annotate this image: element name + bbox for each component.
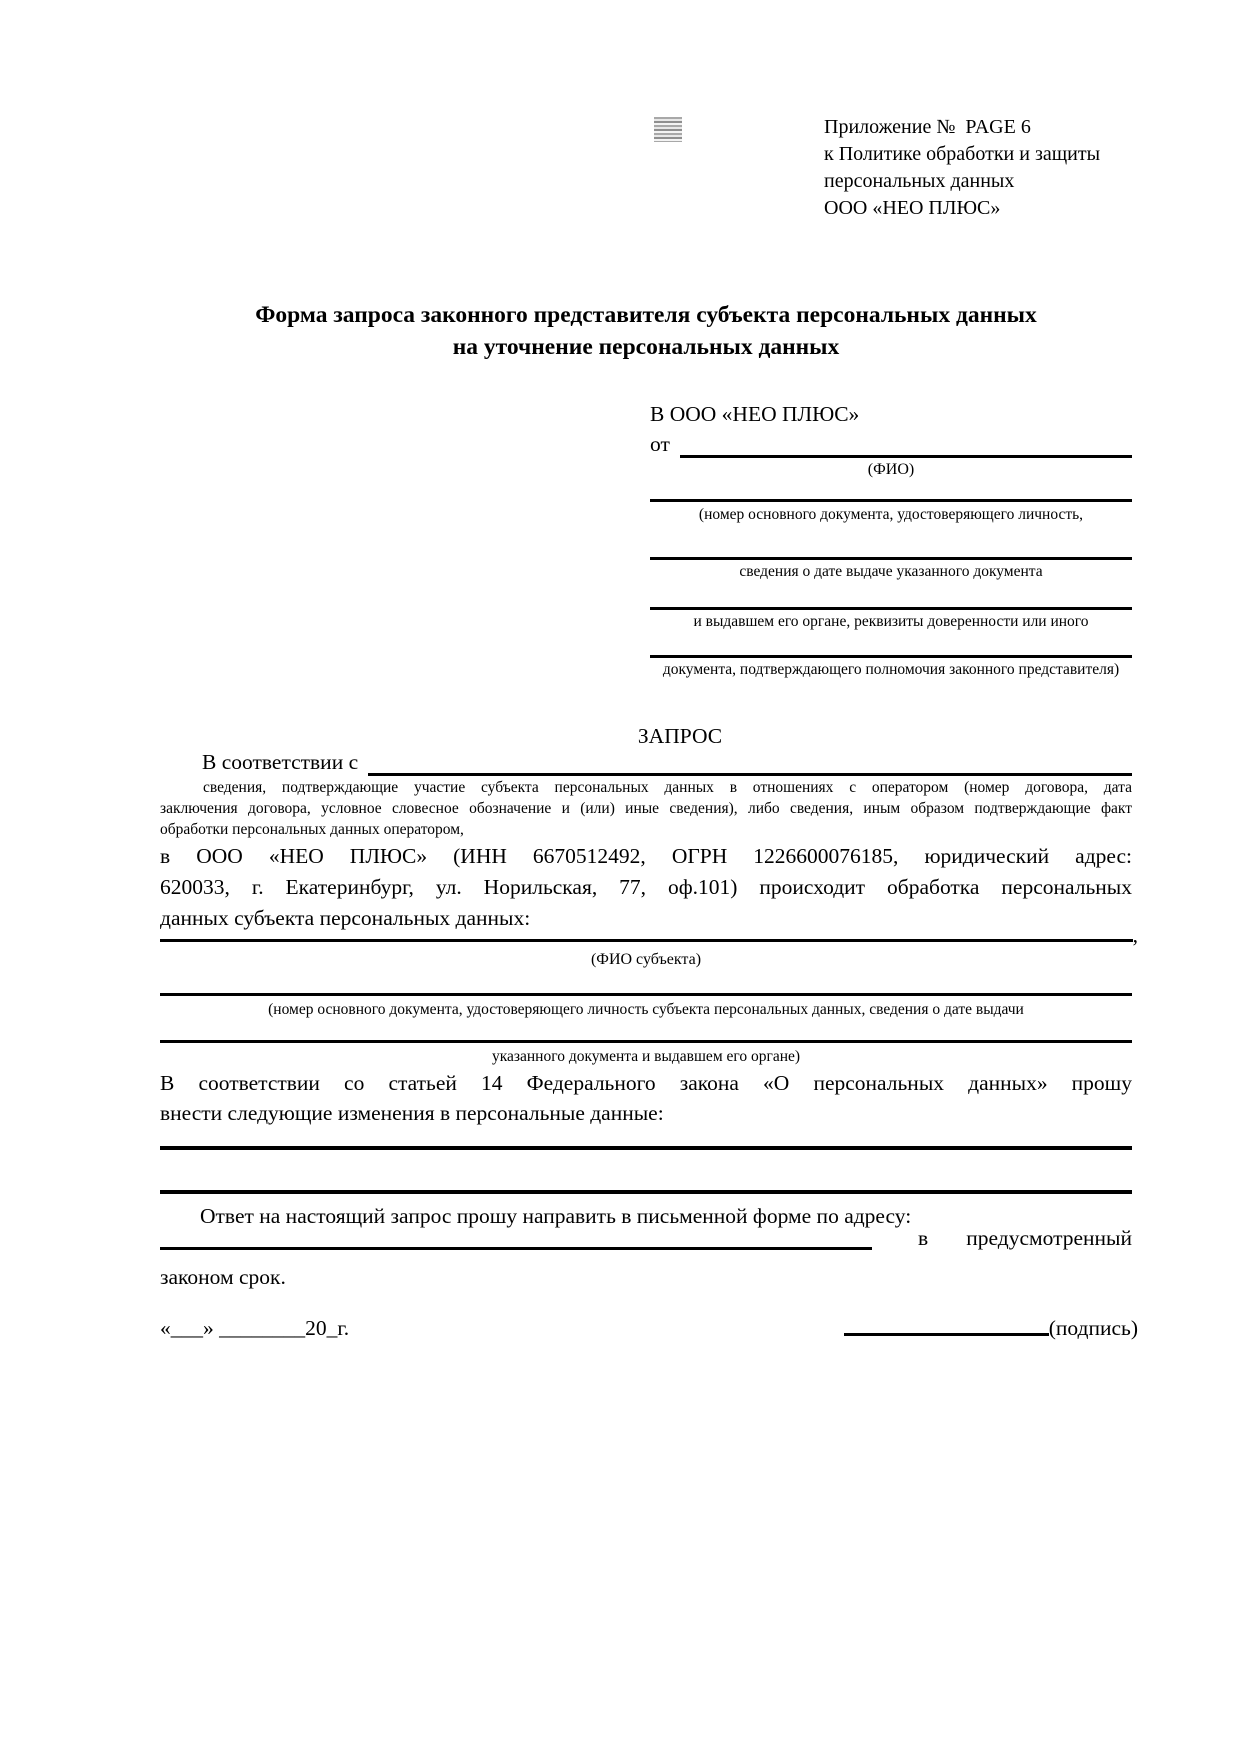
blank-line xyxy=(844,1333,1049,1336)
subject-document-caption2: указанного документа и выдавшем его органе) xyxy=(491,1048,801,1065)
blank-line xyxy=(160,1190,1132,1194)
operator-paragraph-line: в ООО «НЕО ПЛЮС» (ИНН 6670512492, ОГРН 1226600076185, юридический адрес: xyxy=(160,844,1132,868)
blank-line xyxy=(160,1247,872,1250)
subject-fio-caption: (ФИО субъекта) xyxy=(590,951,702,968)
signature-caption: (подпись) xyxy=(1048,1316,1138,1340)
appendix-header-line: Приложение № PAGE 6 xyxy=(824,116,1031,138)
subject-document-caption: (номер основного документа, удостоверяющего личность субъекта персональных данных, сведения о дате выдачи xyxy=(268,1001,1024,1018)
blank-line xyxy=(650,655,1132,658)
blank-line xyxy=(160,1040,1132,1043)
blank-line xyxy=(160,993,1132,996)
blank-line xyxy=(368,773,1132,776)
blurred-text-artifact xyxy=(654,117,682,142)
fio-caption: (ФИО) xyxy=(867,461,915,478)
subject-fio-field xyxy=(160,916,1138,946)
blank-line xyxy=(650,499,1132,502)
appendix-header-line: персональных данных xyxy=(824,170,1015,192)
request-heading: ЗАПРОС xyxy=(637,724,723,748)
intro-field xyxy=(202,752,1132,778)
reply-address-field xyxy=(160,1226,1132,1254)
addressee-company: В ООО «НЕО ПЛЮС» xyxy=(650,402,860,426)
blank-line xyxy=(650,607,1132,610)
blank-line xyxy=(160,939,1133,942)
appendix-header-line: ООО «НЕО ПЛЮС» xyxy=(824,197,1001,219)
document-title-line1: Форма запроса законного представителя субъекта персональных данных xyxy=(255,302,1037,328)
document-number-caption: (номер основного документа, удостоверяющего личность, xyxy=(698,506,1084,523)
document-title xyxy=(160,299,1132,363)
reply-word-predusmotrenny: предусмотренный xyxy=(966,1226,1132,1250)
article-paragraph-line: В соответствии со статьей 14 Федерального закона «О персональных данных» прошу xyxy=(160,1071,1132,1095)
operator-paragraph-line: данных субъекта персональных данных: xyxy=(160,906,531,930)
intro-label: В соответствии с xyxy=(202,750,359,774)
signature-field xyxy=(844,1316,1138,1341)
reply-word-v: в xyxy=(918,1226,929,1250)
from-label: от xyxy=(650,432,670,456)
from-field xyxy=(650,434,1132,460)
fine-print-line: обработки персональных данных оператором, xyxy=(160,821,464,838)
issue-date-caption: сведения о дате выдаче указанного документа xyxy=(739,563,1043,580)
reply-paragraph: Ответ на настоящий запрос прошу направить в письменной форме по адресу: xyxy=(200,1204,912,1228)
reply-tail: законом срок. xyxy=(160,1265,286,1289)
appendix-header xyxy=(824,114,1100,222)
issuing-authority-caption: и выдавшем его органе, реквизиты доверенности или иного xyxy=(693,613,1089,630)
operator-paragraph-line: 620033, г. Екатеринбург, ул. Норильская, 77, оф.101) происходит обработка персональных xyxy=(160,875,1132,899)
fine-print xyxy=(160,777,1132,840)
representative-authority-caption: документа, подтверждающего полномочия законного представителя) xyxy=(662,661,1120,678)
signature-row xyxy=(160,1316,1138,1341)
blank-line xyxy=(650,557,1132,560)
date-blank: «___» ________20_г. xyxy=(160,1316,350,1340)
blank-line xyxy=(680,455,1132,458)
fine-print-line: сведения, подтверждающие участие субъекта персональных данных в отношениях с оператором (номер договора, дата xyxy=(203,779,1132,796)
blank-line xyxy=(160,1146,1132,1150)
fine-print-line: заключения договора, условное словесное обозначение и (или) иные сведения), либо сведения, иным образом подтверждающие факт xyxy=(160,800,1132,817)
document-title-line2: на уточнение персональных данных xyxy=(452,334,840,360)
article-paragraph xyxy=(160,1068,1132,1128)
trailing-comma: , xyxy=(1132,923,1138,947)
appendix-header-line: к Политике обработки и защиты xyxy=(824,143,1101,165)
article-paragraph-line: внести следующие изменения в персональные данные: xyxy=(160,1101,664,1125)
